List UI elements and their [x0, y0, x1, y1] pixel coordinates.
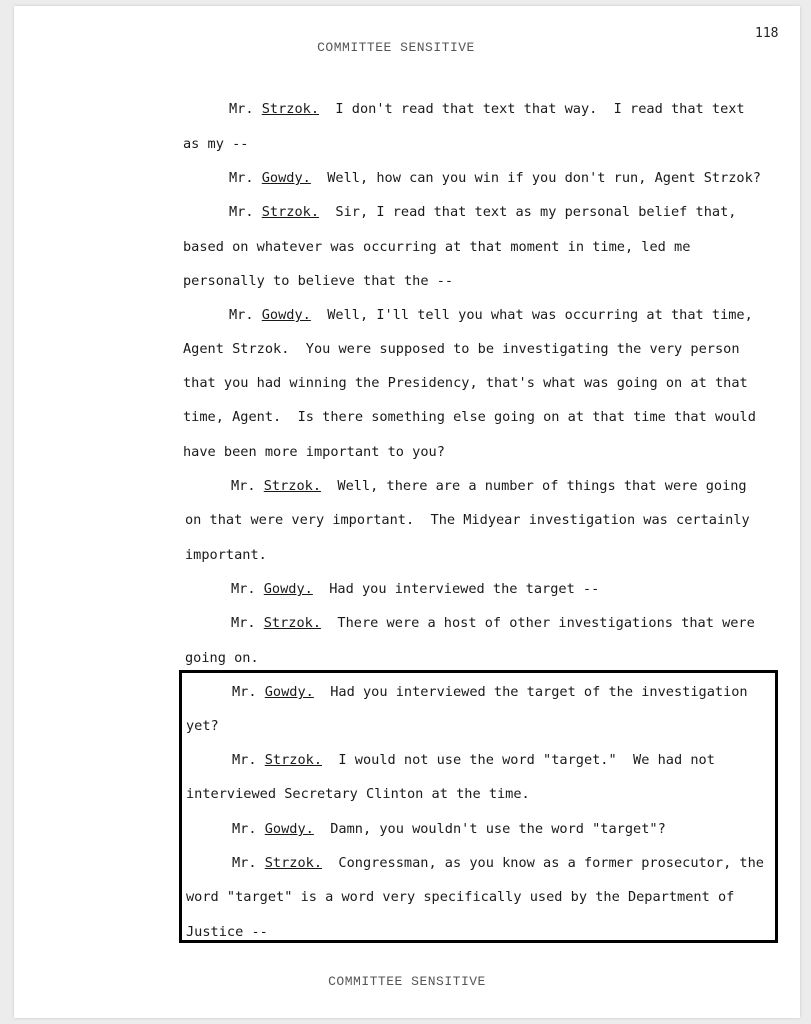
speaker-name: Strzok.	[264, 752, 323, 768]
transcript-line	[183, 136, 248, 152]
line-text: word "target" is a word very specifically used by the Department of	[186, 889, 735, 905]
line-text: Sir, I read that text as my personal belief that,	[319, 204, 737, 220]
page-number: 118	[755, 26, 779, 41]
speaker-title: Mr.	[229, 204, 262, 220]
line-text: Congressman, as you know as a former prosecutor, the	[322, 855, 764, 871]
transcript-line	[231, 581, 599, 597]
line-text: Well, there are a number of things that were going	[321, 478, 747, 494]
transcript-line	[183, 375, 748, 391]
line-text: interviewed Secretary Clinton at the time.	[186, 786, 530, 802]
speaker-name: Strzok.	[261, 204, 320, 220]
line-text: as my --	[183, 136, 249, 152]
line-text: Had you interviewed the target --	[312, 581, 600, 597]
document-page	[14, 6, 800, 1018]
line-text: There were a host of other investigations that were	[321, 615, 755, 631]
speaker-title: Mr.	[231, 581, 264, 597]
line-text: based on whatever was occurring at that moment in time, led me	[183, 239, 691, 255]
transcript-line	[185, 547, 267, 563]
speaker-title: Mr.	[229, 307, 262, 323]
transcript-line	[185, 650, 259, 666]
speaker-title: Mr.	[232, 684, 265, 700]
line-text: have been more important to you?	[183, 444, 445, 460]
transcript-line	[231, 615, 755, 631]
transcript-line	[183, 444, 445, 460]
speaker-name: Strzok.	[264, 855, 323, 871]
header-classification: COMMITTEE SENSITIVE	[317, 40, 475, 55]
transcript-line	[183, 239, 690, 255]
transcript-line	[231, 478, 747, 494]
speaker-title: Mr.	[231, 615, 264, 631]
speaker-title: Mr.	[232, 821, 265, 837]
footer-classification: COMMITTEE SENSITIVE	[328, 974, 486, 989]
line-text: going on.	[185, 650, 259, 666]
line-text: Justice --	[186, 924, 268, 940]
speaker-name: Strzok.	[263, 478, 322, 494]
line-text: Damn, you wouldn't use the word "target"?	[313, 821, 666, 837]
speaker-title: Mr.	[229, 101, 262, 117]
speaker-name: Gowdy.	[263, 581, 313, 597]
line-text: I don't read that text that way. I read that text	[319, 101, 745, 117]
line-text: Had you interviewed the target of the investigation	[313, 684, 748, 700]
transcript-line	[229, 170, 761, 186]
speaker-name: Gowdy.	[261, 170, 311, 186]
transcript-line	[229, 101, 745, 117]
speaker-title: Mr.	[232, 855, 265, 871]
speaker-title: Mr.	[231, 478, 264, 494]
speaker-title: Mr.	[229, 170, 262, 186]
speaker-name: Gowdy.	[264, 684, 314, 700]
transcript-line	[229, 204, 736, 220]
transcript-line	[183, 409, 756, 425]
line-text: that you had winning the Presidency, that's what was going on at that	[183, 375, 748, 391]
transcript-line	[183, 341, 740, 357]
speaker-name: Gowdy.	[261, 307, 311, 323]
transcript-line	[183, 273, 453, 289]
transcript-line	[229, 307, 753, 323]
line-text: on that were very important. The Midyear investigation was certainly	[185, 512, 750, 528]
line-text: Well, how can you win if you don't run, Agent Strzok?	[310, 170, 761, 186]
line-text: Agent Strzok. You were supposed to be investigating the very person	[183, 341, 740, 357]
transcript-line	[185, 512, 750, 528]
speaker-title: Mr.	[232, 752, 265, 768]
line-text: yet?	[186, 718, 219, 734]
line-text: Well, I'll tell you what was occurring at that time,	[310, 307, 753, 323]
line-text: I would not use the word "target." We had not	[322, 752, 715, 768]
line-text: important.	[185, 547, 267, 563]
speaker-name: Gowdy.	[264, 821, 314, 837]
highlight-box	[179, 670, 778, 943]
speaker-name: Strzok.	[261, 101, 320, 117]
line-text: personally to believe that the --	[183, 273, 454, 289]
line-text: time, Agent. Is there something else going on at that time that would	[183, 409, 756, 425]
speaker-name: Strzok.	[263, 615, 322, 631]
